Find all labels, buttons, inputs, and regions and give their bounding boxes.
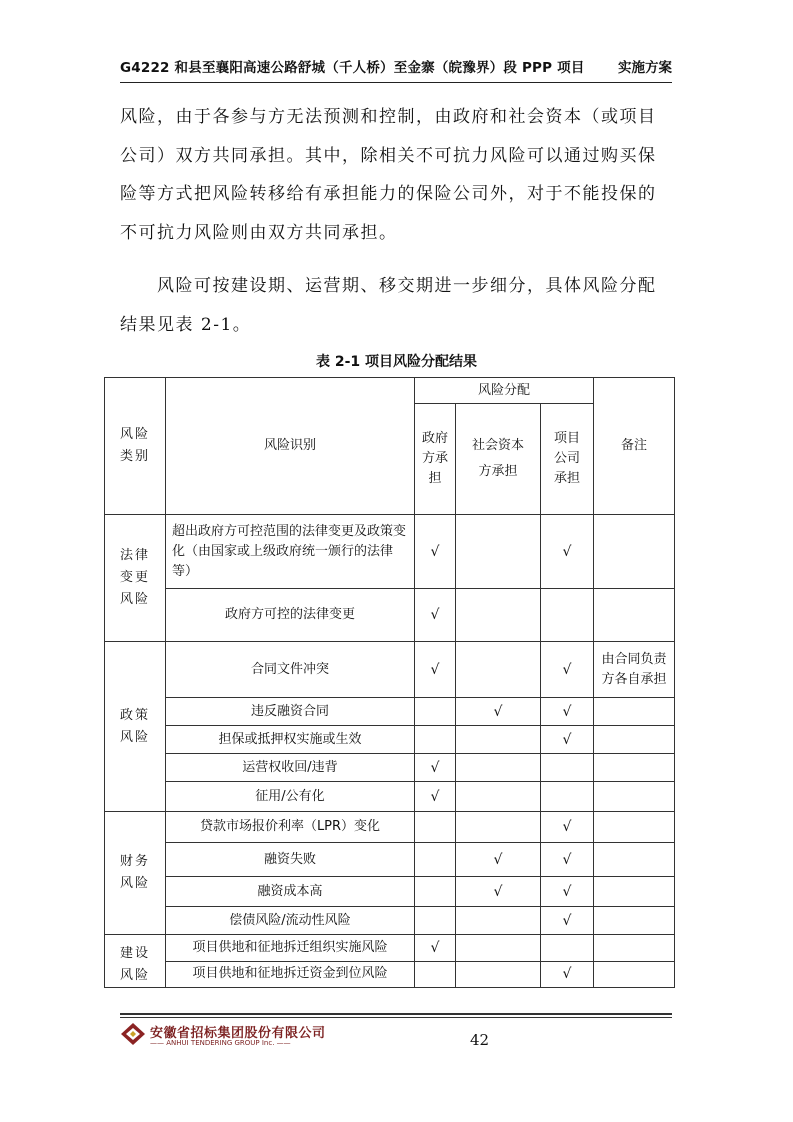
paragraph-line: 险等方式把风险转移给有承担能力的保险公司外，对于不能投保的 [120,184,657,204]
empty-cell [456,782,541,812]
header-gov: 政府 方承 担 [415,404,456,515]
empty-cell [541,754,594,782]
header-note: 备注 [594,378,675,515]
header-rule [120,82,672,83]
header-category: 风险 类别 [105,378,166,515]
mark-company: √ [541,961,594,988]
mark-gov: √ [415,782,456,812]
paragraph-1 [120,98,673,252]
empty-cell [594,515,675,589]
mark-gov: √ [415,589,456,642]
paragraph-line: 结果见表 2-1。 [120,314,252,335]
empty-cell [415,698,456,726]
risk-finance-1: 贷款市场报价利率（LPR）变化 [166,812,415,843]
empty-cell [594,589,675,642]
empty-cell [594,782,675,812]
empty-cell [541,589,594,642]
risk-build-2: 项目供地和征地拆迁资金到位风险 [166,961,415,988]
paragraph-line: 风险可按建设期、运营期、移交期进一步细分，具体风险分配 [120,276,657,296]
header-title: G4222 和县至襄阳高速公路舒城（千人桥）至金寨（皖豫界）段 PPP 项目 [120,60,585,76]
risk-build-1: 项目供地和征地拆迁组织实施风险 [166,935,415,962]
empty-cell [415,907,456,935]
table-caption: 表 2-1 项目风险分配结果 [315,354,478,370]
footer-rule-thick [120,1013,672,1015]
note-policy-1: 由合同负责方各自承担 [594,642,675,698]
company-name-cn: 安徽省招标集团股份有限公司 [150,1026,326,1041]
risk-finance-2: 融资失败 [166,843,415,877]
empty-cell [541,782,594,812]
mark-gov: √ [415,515,456,589]
empty-cell [594,726,675,754]
header-allocation: 风险分配 [415,378,594,404]
mark-social: √ [456,698,541,726]
mark-social: √ [456,877,541,907]
empty-cell [456,726,541,754]
mark-company: √ [541,515,594,589]
mark-company: √ [541,907,594,935]
empty-cell [594,754,675,782]
header-company: 项目 公司 承担 [541,404,594,515]
empty-cell [415,843,456,877]
risk-policy-5: 征用/公有化 [166,782,415,812]
mark-company: √ [541,843,594,877]
risk-finance-4: 偿债风险/流动性风险 [166,907,415,935]
empty-cell [594,812,675,843]
page-header [120,54,672,78]
footer-rule-thin [120,1017,672,1018]
mark-gov: √ [415,642,456,698]
header-identify: 风险识别 [166,378,415,515]
empty-cell [456,589,541,642]
paragraph-line: 风险，由于各参与方无法预测和控制，由政府和社会资本（或项目 [120,107,657,127]
empty-cell [456,642,541,698]
risk-law-1: 超出政府方可控范围的法律变更及政策变化（由国家或上级政府统一颁行的法律等） [166,515,415,589]
empty-cell [415,726,456,754]
empty-cell [594,961,675,988]
mark-gov: √ [415,754,456,782]
mark-company: √ [541,877,594,907]
mark-company: √ [541,726,594,754]
empty-cell [456,515,541,589]
empty-cell [456,754,541,782]
category-policy: 政策 风险 [105,642,166,812]
empty-cell [415,812,456,843]
empty-cell [594,843,675,877]
paragraph-line: 不可抗力风险则由双方共同承担。 [120,222,398,243]
empty-cell [456,961,541,988]
mark-company: √ [541,642,594,698]
risk-policy-1: 合同文件冲突 [166,642,415,698]
empty-cell [594,935,675,962]
company-logo [120,1022,350,1050]
paragraph-line: 公司）双方共同承担。其中，除相关不可抗力风险可以通过购买保 [120,145,657,166]
risk-policy-4: 运营权收回/违背 [166,754,415,782]
company-name-en: —— ANHUI TENDERING GROUP Inc. —— [150,1039,291,1047]
header-social: 社会资本 方承担 [456,404,541,515]
risk-policy-2: 违反融资合同 [166,698,415,726]
empty-cell [594,877,675,907]
category-build: 建设 风险 [105,935,166,988]
empty-cell [415,961,456,988]
logo-mark-icon [120,1022,146,1046]
empty-cell [415,877,456,907]
category-finance: 财务 风险 [105,812,166,935]
risk-law-2: 政府方可控的法律变更 [166,589,415,642]
empty-cell [456,812,541,843]
header-section: 实施方案 [618,60,672,76]
empty-cell [541,935,594,962]
page-number: 42 [470,1031,490,1049]
risk-policy-3: 担保或抵押权实施或生效 [166,726,415,754]
mark-company: √ [541,812,594,843]
empty-cell [594,698,675,726]
risk-finance-3: 融资成本高 [166,877,415,907]
category-law: 法律 变更 风险 [105,515,166,642]
mark-gov: √ [415,935,456,962]
mark-company: √ [541,698,594,726]
risk-allocation-table [104,377,674,983]
mark-social: √ [456,843,541,877]
empty-cell [594,907,675,935]
empty-cell [456,907,541,935]
paragraph-2 [120,267,673,344]
empty-cell [456,935,541,962]
